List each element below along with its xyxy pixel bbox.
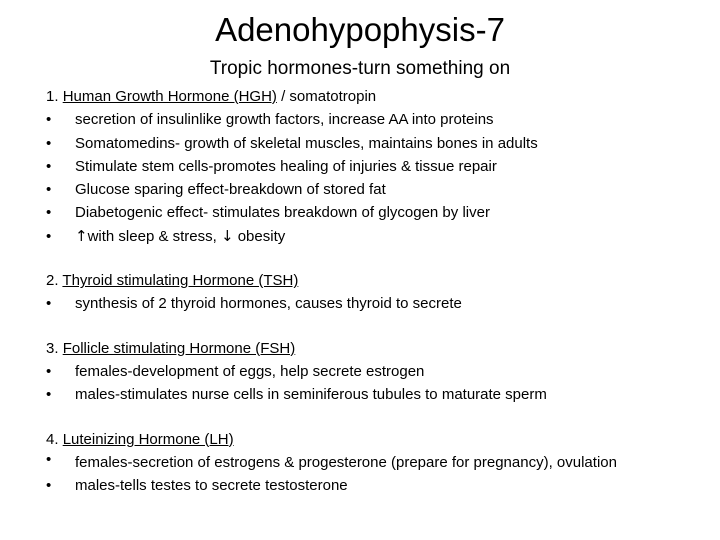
list-item (46, 383, 696, 406)
section-number: 3. (46, 339, 59, 357)
bullet-icon: • (46, 450, 52, 468)
slide-content (46, 85, 696, 518)
bullet-icon: • (46, 227, 52, 245)
section-heading (46, 85, 696, 108)
bullet-icon: • (46, 181, 52, 199)
down-arrow-icon: ↓ (220, 226, 234, 245)
list-item (46, 474, 696, 497)
hormone-name-link[interactable]: Luteinizing Hormone (LH) (62, 430, 234, 448)
slide-title: Adenohypophysis-7 (215, 11, 505, 48)
bullet-icon: • (46, 111, 52, 129)
list-item (46, 451, 696, 474)
list-item (46, 292, 696, 315)
list-item-text: males-stimulates nurse cells in seminiferous tubules to maturate sperm (75, 386, 547, 404)
hormone-alias: / somatotropin (276, 88, 377, 105)
list-item-text: females-development of eggs, help secrete estrogen (75, 362, 425, 380)
bullet-list (46, 292, 696, 315)
section-hgh (46, 85, 696, 248)
bullet-list (46, 360, 696, 407)
bullet-list (46, 451, 696, 497)
list-item (46, 155, 696, 178)
list-item (46, 225, 696, 248)
bullet-icon: • (46, 157, 52, 175)
list-item (46, 360, 696, 383)
section-heading (46, 269, 696, 292)
section-tsh (46, 269, 696, 316)
bullet-icon: • (46, 134, 52, 152)
section-lh (46, 428, 696, 498)
bullet-icon: • (46, 362, 52, 380)
section-fsh (46, 337, 696, 407)
list-item-text: males-tells testes to secrete testosterone (75, 476, 348, 494)
bullet-list (46, 108, 696, 248)
list-item-text: Diabetogenic effect- stimulates breakdown of glycogen by liver (75, 204, 490, 222)
list-item-text: obesity (233, 227, 286, 245)
hormone-name-link[interactable]: Thyroid stimulating Hormone (TSH) (62, 272, 299, 290)
list-item-text: Glucose sparing effect-breakdown of stored fat (75, 181, 386, 199)
list-item-text: Somatomedins- growth of skeletal muscles, maintains bones in adults (75, 134, 538, 152)
list-item (46, 178, 696, 201)
up-arrow-icon: ↑ (75, 226, 88, 245)
list-item-text: secretion of insulinlike growth factors, increase AA into proteins (75, 111, 494, 129)
section-heading (46, 428, 696, 451)
bullet-icon: • (46, 295, 52, 313)
slide-subtitle: Tropic hormones-turn something on (209, 58, 511, 79)
bullet-icon: • (46, 476, 52, 494)
hormone-name-link[interactable]: Human Growth Hormone (HGH) (62, 88, 277, 105)
list-item-text: with sleep & stress, (87, 227, 221, 245)
list-item-text: females-secretion of estrogens & progesterone (prepare for pregnancy), ovulation (75, 453, 617, 471)
list-item (46, 108, 696, 131)
section-number: 1. (46, 88, 59, 105)
bullet-icon: • (46, 204, 52, 222)
bullet-icon: • (46, 386, 52, 404)
section-heading (46, 337, 696, 360)
list-item (46, 201, 696, 224)
list-item-text: Stimulate stem cells-promotes healing of injuries & tissue repair (75, 157, 497, 175)
list-item-text: synthesis of 2 thyroid hormones, causes thyroid to secrete (75, 295, 462, 313)
section-number: 2. (46, 272, 59, 290)
list-item (46, 132, 696, 155)
hormone-name-link[interactable]: Follicle stimulating Hormone (FSH) (62, 339, 296, 357)
section-number: 4. (46, 430, 59, 448)
